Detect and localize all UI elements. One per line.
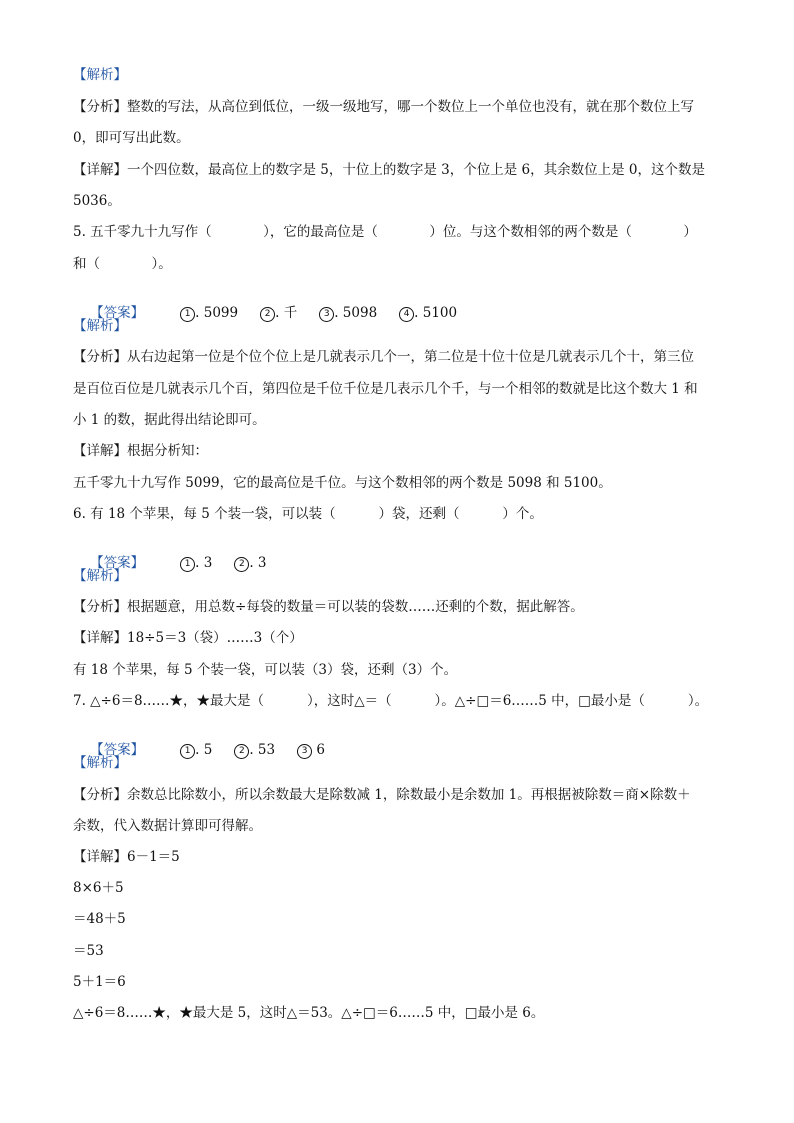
question-5-cont: 和（ ）。 [73,256,172,272]
calc-line: ＝53 [73,943,104,959]
analysis-text: 【分析】整数的写法，从高位到低位，一级一级地写，哪一个数位上一个单位也没有，就在那个数位上写 [73,99,694,115]
answer-row-6 [73,536,267,571]
calc-line: 8×6＋5 [73,880,124,896]
section-tag-analysis: 【解析】 [73,755,127,771]
question-6: 6. 有 18 个苹果，每 5 个装一袋，可以装（ ）袋，还剩（ ）个。 [73,506,543,522]
detail-text: 5036。 [73,193,121,209]
circled-number: 1 [180,307,195,322]
detail-text: 有 18 个苹果，每 5 个装一袋，可以装（3）袋，还剩（3）个。 [73,662,458,678]
answer-value: 6 [312,742,325,758]
detail-text: 【详解】6－1＝5 [73,849,180,865]
circled-number: 2 [234,557,249,572]
analysis-text: 是百位百位是几就表示几个百，第四位是千位千位是几表示几个千，与一个相邻的数就是比这个数大 1 和 [73,381,698,397]
answer-value: . 5099 [195,305,239,321]
analysis-text: 【分析】从右边起第一位是个位个位上是几就表示几个一，第二位是十位十位是几就表示几个十，第三位 [73,349,694,365]
circled-number: 1 [180,744,195,759]
answer-tag: 【答案】 [90,555,145,571]
answer-value: . 3 [195,555,213,571]
answer-value: . 千 [275,305,298,321]
detail-text: 【详解】18÷5＝3（袋）……3（个） [73,630,303,646]
section-tag-analysis: 【解析】 [73,67,127,83]
calc-line: ＝48＋5 [73,911,126,927]
answer-value: . 5100 [414,305,458,321]
circled-number: 2 [234,744,249,759]
section-tag-analysis: 【解析】 [73,318,127,334]
circled-number: 2 [260,307,275,322]
section-tag-analysis: 【解析】 [73,568,127,584]
analysis-text: 小 1 的数，据此得出结论即可。 [73,412,266,428]
analysis-text: 余数，代入数据计算即可得解。 [73,818,262,834]
detail-text: 五千零九十九写作 5099，它的最高位是千位。与这个数相邻的两个数是 5098 和 5100。 [73,475,612,491]
answer-tag: 【答案】 [90,305,145,321]
analysis-text: 【分析】余数总比除数小，所以余数最大是除数减 1，除数最小是余数加 1。再根据被除数＝商×除数＋ [73,787,691,803]
question-7: 7. △÷6＝8……★，★最大是（ ），这时△＝（ ）。△÷□＝6……5 中，□最小是（ ）。 [73,693,709,709]
circled-number: 3 [297,744,312,759]
answer-value: . 3 [249,555,267,571]
detail-text: 【详解】根据分析知： [73,443,208,459]
answer-row-5 [73,286,458,321]
detail-text: 【详解】一个四位数，最高位上的数字是 5，十位上的数字是 3，个位上是 6，其余数位上是 0，这个数是 [73,162,706,178]
answer-tag: 【答案】 [90,742,145,758]
answer-value: . 53 [249,742,276,758]
circled-number: 3 [319,307,334,322]
answer-row-7 [73,723,325,758]
answer-value: . 5098 [334,305,378,321]
circled-number: 1 [180,557,195,572]
analysis-text: 0，即可写出此数。 [73,130,190,146]
answer-value: . 5 [195,742,213,758]
detail-conclusion: △÷6＝8……★，★最大是 5，这时△＝53。△÷□＝6……5 中，□最小是 6。 [73,1005,545,1021]
analysis-text: 【分析】根据题意，用总数÷每袋的数量＝可以装的袋数……还剩的个数，据此解答。 [73,599,584,615]
question-5: 5. 五千零九十九写作（ ），它的最高位是（ ）位。与这个数相邻的两个数是（ ） [73,224,697,240]
circled-number: 4 [399,307,414,322]
calc-line: 5＋1＝6 [73,974,126,990]
